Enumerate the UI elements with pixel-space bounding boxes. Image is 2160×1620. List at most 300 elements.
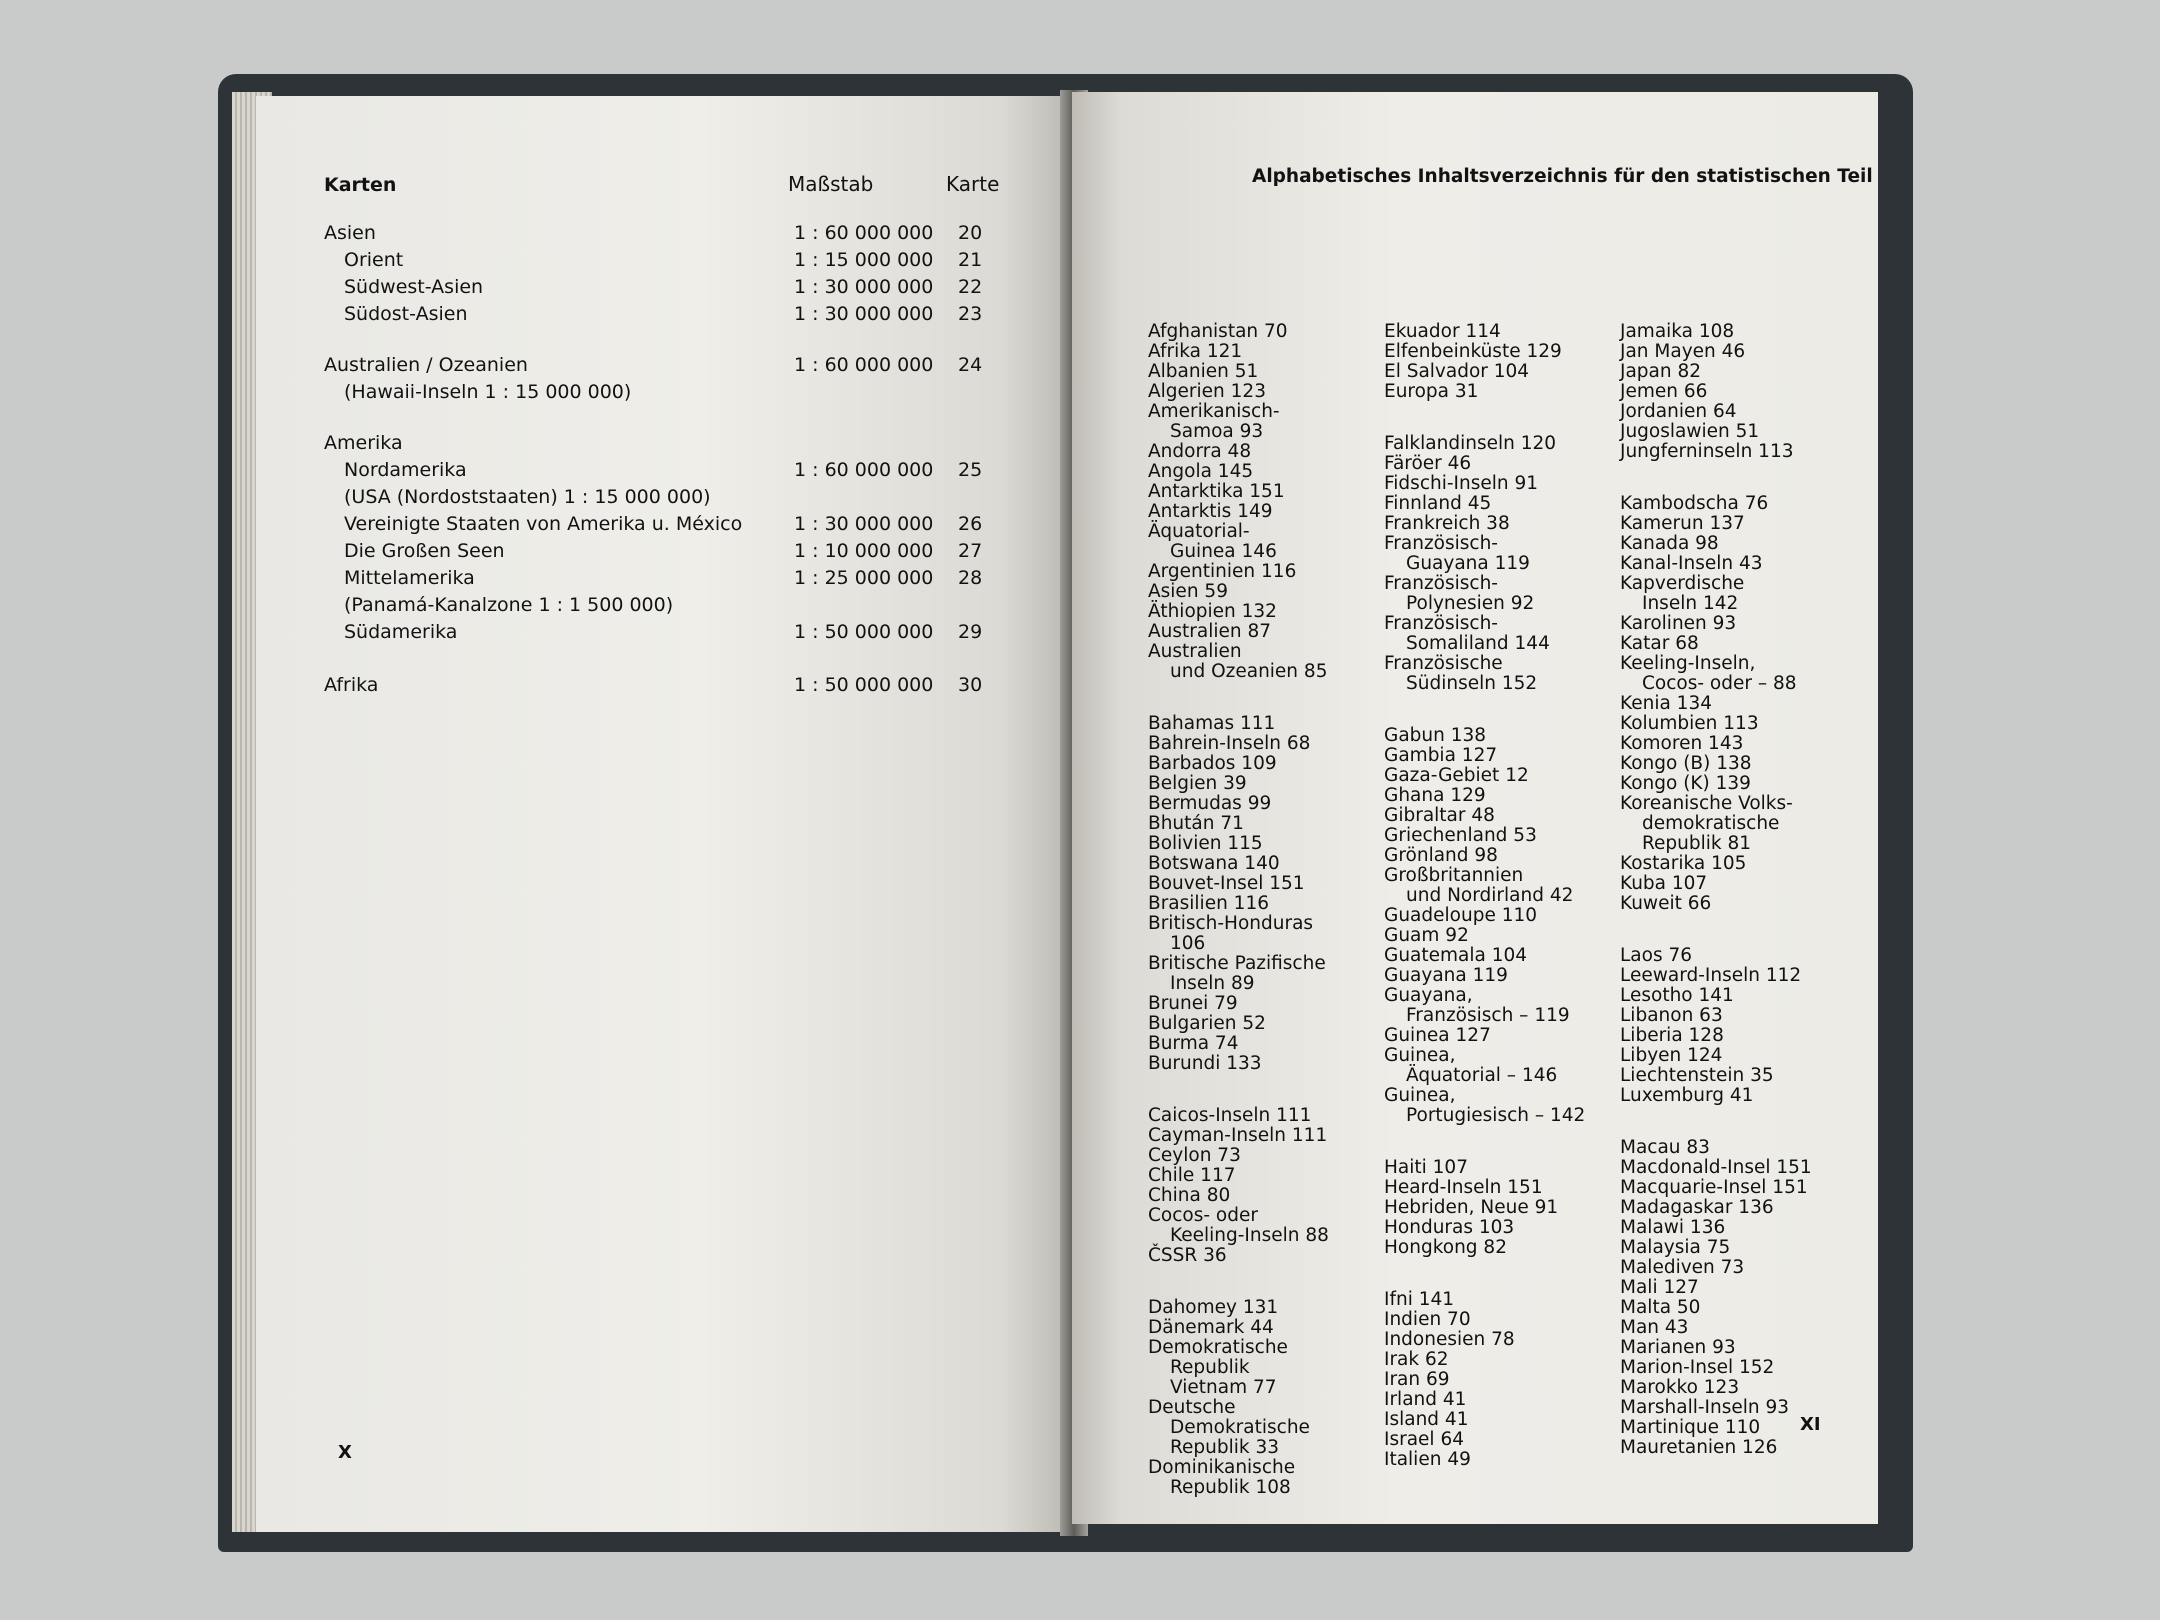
index-entry xyxy=(1148,954,1329,994)
map-row-scale: 1 : 30 000 000 xyxy=(794,276,934,298)
index-entry xyxy=(1620,534,1812,554)
index-entry xyxy=(1620,694,1812,714)
index-entry xyxy=(1384,362,1585,382)
index-entry-text: Macdonald-Insel 151 xyxy=(1620,1157,1812,1178)
index-entry-text: Malta 50 xyxy=(1620,1297,1701,1318)
page-number-left: X xyxy=(338,1442,352,1463)
index-entry xyxy=(1384,1026,1585,1046)
index-entry-text: Keeling-Inseln, xyxy=(1620,653,1756,674)
index-entry xyxy=(1620,654,1812,694)
map-row-scale: 1 : 30 000 000 xyxy=(794,303,934,325)
index-entry-text: Chile 117 xyxy=(1148,1165,1236,1186)
page-number-right: XI xyxy=(1800,1414,1821,1435)
index-entry xyxy=(1384,322,1585,342)
index-entry-text: Algerien 123 xyxy=(1148,381,1266,402)
index-entry-continuation: 106 xyxy=(1170,933,1206,954)
index-entry-text: Macquarie-Insel 151 xyxy=(1620,1177,1808,1198)
index-entry xyxy=(1384,1218,1585,1238)
index-entry-text: Argentinien 116 xyxy=(1148,561,1297,582)
index-entry-text: Antarktis 149 xyxy=(1148,501,1273,522)
index-entry-text: Gibraltar 48 xyxy=(1384,805,1495,826)
index-entry-text: Liechtenstein 35 xyxy=(1620,1065,1774,1086)
letter-gap xyxy=(1384,1126,1585,1158)
index-entry-continuation: Republik xyxy=(1170,1357,1250,1378)
index-entry xyxy=(1148,774,1329,794)
index-entry-text: Leeward-Inseln 112 xyxy=(1620,965,1802,986)
index-entry-text: Fidschi-Inseln 91 xyxy=(1384,473,1539,494)
index-entry-text: Französisch- xyxy=(1384,613,1498,634)
index-entry xyxy=(1620,494,1812,514)
index-entry-text: Italien 49 xyxy=(1384,1449,1471,1470)
index-entry xyxy=(1620,794,1812,854)
index-entry-text: Guinea, xyxy=(1384,1085,1456,1106)
index-entry-text: Cayman-Inseln 111 xyxy=(1148,1125,1328,1146)
index-entry xyxy=(1620,854,1812,874)
index-entry-text: Marshall-Inseln 93 xyxy=(1620,1397,1790,1418)
index-entry xyxy=(1148,442,1329,462)
index-entry-text: Komoren 143 xyxy=(1620,733,1744,754)
map-row-name: Südamerika xyxy=(344,621,458,643)
index-entry xyxy=(1620,1438,1812,1458)
index-entry-text: Malaysia 75 xyxy=(1620,1237,1731,1258)
index-entry-text: Liberia 128 xyxy=(1620,1025,1724,1046)
letter-gap xyxy=(1620,462,1812,494)
index-entry-text: Haiti 107 xyxy=(1384,1157,1468,1178)
index-entry-text: Demokratische xyxy=(1148,1337,1288,1358)
index-entry-text: Karolinen 93 xyxy=(1620,613,1737,634)
map-row-scale: 1 : 25 000 000 xyxy=(794,567,934,589)
index-entry xyxy=(1620,894,1812,914)
index-entry xyxy=(1384,766,1585,786)
index-entry xyxy=(1148,1206,1329,1246)
index-entry-text: Bolivien 115 xyxy=(1148,833,1263,854)
index-entry xyxy=(1148,1458,1329,1498)
index-entry xyxy=(1148,1246,1329,1266)
index-entry-continuation: Somaliland 144 xyxy=(1406,633,1550,654)
index-entry-text: Ifni 141 xyxy=(1384,1289,1455,1310)
index-entry-continuation: Portugiesisch – 142 xyxy=(1406,1105,1586,1126)
index-entry-continuation: Inseln 89 xyxy=(1170,973,1255,994)
index-entry xyxy=(1384,726,1585,746)
index-entry xyxy=(1620,1086,1812,1106)
index-entry-text: Kanada 98 xyxy=(1620,533,1719,554)
index-entry xyxy=(1148,874,1329,894)
index-entry xyxy=(1384,1290,1585,1310)
index-entry-text: Frankreich 38 xyxy=(1384,513,1510,534)
map-row-number: 21 xyxy=(958,249,983,271)
index-entry-text: Griechenland 53 xyxy=(1384,825,1537,846)
index-column-3 xyxy=(1620,322,1812,1458)
index-entry xyxy=(1620,1418,1812,1438)
map-row-scale: 1 : 50 000 000 xyxy=(794,674,934,696)
map-row-name: Die Großen Seen xyxy=(344,540,505,562)
index-entry xyxy=(1620,1378,1812,1398)
index-entry-continuation: Polynesien 92 xyxy=(1406,593,1535,614)
index-entry-text: Hebriden, Neue 91 xyxy=(1384,1197,1559,1218)
map-row-scale: 1 : 10 000 000 xyxy=(794,540,934,562)
map-row-number: 28 xyxy=(958,567,983,589)
index-entry-text: Jemen 66 xyxy=(1620,381,1708,402)
index-entry-text: Kongo (K) 139 xyxy=(1620,773,1751,794)
index-entry-text: Macau 83 xyxy=(1620,1137,1710,1158)
index-entry-text: Brasilien 116 xyxy=(1148,893,1269,914)
map-row-name: Amerika xyxy=(324,432,403,454)
index-entry-text: Japan 82 xyxy=(1620,361,1702,382)
index-entry-text: Jugoslawien 51 xyxy=(1620,421,1760,442)
map-row-name: Nordamerika xyxy=(344,459,467,481)
index-entry xyxy=(1620,554,1812,574)
index-entry xyxy=(1620,634,1812,654)
index-entry-text: Marianen 93 xyxy=(1620,1337,1736,1358)
index-entry xyxy=(1384,846,1585,866)
index-entry xyxy=(1620,422,1812,442)
index-entry-text: Ghana 129 xyxy=(1384,785,1486,806)
index-entry xyxy=(1384,946,1585,966)
index-entry-text: China 80 xyxy=(1148,1185,1231,1206)
index-entry xyxy=(1148,1054,1329,1074)
index-entry-text: Antarktika 151 xyxy=(1148,481,1285,502)
index-entry-text: Französisch- xyxy=(1384,533,1498,554)
index-entry-text: Mauretanien 126 xyxy=(1620,1437,1778,1458)
map-row-scale: 1 : 15 000 000 xyxy=(794,249,934,271)
index-entry-text: Iran 69 xyxy=(1384,1369,1450,1390)
index-entry-text: Man 43 xyxy=(1620,1317,1689,1338)
index-entry-text: Finnland 45 xyxy=(1384,493,1492,514)
index-entry xyxy=(1148,1298,1329,1318)
index-entry-continuation: Guayana 119 xyxy=(1406,553,1530,574)
index-entry xyxy=(1148,834,1329,854)
index-entry xyxy=(1384,1198,1585,1218)
index-entry xyxy=(1620,1158,1812,1178)
index-entry-continuation: Keeling-Inseln 88 xyxy=(1170,1225,1329,1246)
index-column-1 xyxy=(1148,322,1329,1498)
index-entry-text: Heard-Inseln 151 xyxy=(1384,1177,1543,1198)
map-row-number: 29 xyxy=(958,621,983,643)
index-entry xyxy=(1148,1338,1329,1398)
index-entry-text: Äquatorial- xyxy=(1148,521,1250,542)
index-entry-text: Island 41 xyxy=(1384,1409,1469,1430)
map-row-number: 25 xyxy=(958,459,983,481)
index-entry xyxy=(1384,434,1585,454)
index-entry-text: Hongkong 82 xyxy=(1384,1237,1507,1258)
index-entry xyxy=(1148,462,1329,482)
index-entry-text: Kostarika 105 xyxy=(1620,853,1747,874)
index-entry-continuation: Vietnam 77 xyxy=(1170,1377,1277,1398)
index-entry xyxy=(1148,1398,1329,1458)
index-entry xyxy=(1384,926,1585,946)
index-entry-text: Cocos- oder xyxy=(1148,1205,1258,1226)
index-entry xyxy=(1384,654,1585,694)
index-entry xyxy=(1148,562,1329,582)
index-entry-text: Gabun 138 xyxy=(1384,725,1487,746)
index-entry xyxy=(1384,806,1585,826)
index-entry-text: Laos 76 xyxy=(1620,945,1693,966)
index-entry-text: Asien 59 xyxy=(1148,581,1228,602)
index-entry xyxy=(1620,574,1812,614)
index-entry xyxy=(1148,1106,1329,1126)
index-entry xyxy=(1148,342,1329,362)
index-entry xyxy=(1384,1086,1585,1126)
index-entry xyxy=(1384,1178,1585,1198)
index-entry xyxy=(1620,1178,1812,1198)
index-entry xyxy=(1620,966,1812,986)
map-row-name: (Hawaii-Inseln 1 : 15 000 000) xyxy=(344,381,632,403)
index-entry-text: Afghanistan 70 xyxy=(1148,321,1288,342)
index-entry xyxy=(1384,534,1585,574)
index-entry-text: Britische Pazifische xyxy=(1148,953,1326,974)
index-entry-text: Lesotho 141 xyxy=(1620,985,1734,1006)
right-page xyxy=(1072,92,1878,1524)
index-entry-text: ČSSR 36 xyxy=(1148,1245,1227,1266)
map-row-name: Afrika xyxy=(324,674,379,696)
index-entry-text: Kolumbien 113 xyxy=(1620,713,1759,734)
index-entry-continuation: Inseln 142 xyxy=(1642,593,1739,614)
index-entry-text: El Salvador 104 xyxy=(1384,361,1530,382)
index-entry xyxy=(1384,614,1585,654)
index-entry xyxy=(1620,1258,1812,1278)
index-entry-text: Guadeloupe 110 xyxy=(1384,905,1538,926)
index-entry xyxy=(1148,1186,1329,1206)
index-entry-text: Angola 145 xyxy=(1148,461,1254,482)
index-entry-text: Kuba 107 xyxy=(1620,873,1708,894)
index-entry xyxy=(1148,1126,1329,1146)
index-entry-continuation: Guinea 146 xyxy=(1170,541,1277,562)
index-entry xyxy=(1148,794,1329,814)
index-entry-text: Gaza-Gebiet 12 xyxy=(1384,765,1529,786)
index-entry-text: Färöer 46 xyxy=(1384,453,1472,474)
index-entry-text: Großbritannien xyxy=(1384,865,1524,886)
index-entry xyxy=(1384,786,1585,806)
index-entry-continuation: Äquatorial – 146 xyxy=(1406,1065,1558,1086)
index-entry xyxy=(1148,754,1329,774)
index-entry xyxy=(1620,1338,1812,1358)
index-entry-text: Irland 41 xyxy=(1384,1389,1467,1410)
index-entry xyxy=(1384,1330,1585,1350)
index-entry-text: Kambodscha 76 xyxy=(1620,493,1769,514)
left-page xyxy=(256,96,1066,1532)
index-entry-continuation: Samoa 93 xyxy=(1170,421,1264,442)
index-entry xyxy=(1620,1218,1812,1238)
index-entry-text: Bermudas 99 xyxy=(1148,793,1272,814)
index-entry xyxy=(1148,1146,1329,1166)
index-entry xyxy=(1620,362,1812,382)
header-karte: Karte xyxy=(946,172,1000,196)
map-row-number: 26 xyxy=(958,513,983,535)
index-entry-text: Ekuador 114 xyxy=(1384,321,1501,342)
letter-gap xyxy=(1148,1074,1329,1106)
index-entry-text: Äthiopien 132 xyxy=(1148,601,1277,622)
index-entry xyxy=(1148,582,1329,602)
index-entry-text: Burma 74 xyxy=(1148,1033,1239,1054)
index-entry xyxy=(1148,894,1329,914)
map-row-number: 30 xyxy=(958,674,983,696)
index-entry xyxy=(1148,734,1329,754)
index-entry-text: Katar 68 xyxy=(1620,633,1699,654)
index-entry xyxy=(1384,342,1585,362)
index-entry xyxy=(1620,1138,1812,1158)
index-entry-text: Bahrein-Inseln 68 xyxy=(1148,733,1311,754)
index-entry xyxy=(1384,1046,1585,1086)
index-entry-text: Amerikanisch- xyxy=(1148,401,1280,422)
index-entry-text: Mali 127 xyxy=(1620,1277,1699,1298)
index-entry-text: Barbados 109 xyxy=(1148,753,1277,774)
index-entry-text: Bhután 71 xyxy=(1148,813,1244,834)
index-entry-text: Australien xyxy=(1148,641,1242,662)
index-entry-text: Honduras 103 xyxy=(1384,1217,1515,1238)
map-row-scale: 1 : 60 000 000 xyxy=(794,222,934,244)
index-entry xyxy=(1148,1014,1329,1034)
map-row-name: Vereinigte Staaten von Amerika u. México xyxy=(344,513,743,535)
index-entry-text: Irak 62 xyxy=(1384,1349,1449,1370)
index-entry-text: Guinea, xyxy=(1384,1045,1456,1066)
index-entry xyxy=(1148,1166,1329,1186)
index-entry-text: Kongo (B) 138 xyxy=(1620,753,1752,774)
index-entry-continuation: und Nordirland 42 xyxy=(1406,885,1574,906)
index-entry-text: Europa 31 xyxy=(1384,381,1479,402)
index-entry-text: Bulgarien 52 xyxy=(1148,1013,1266,1034)
index-entry xyxy=(1620,514,1812,534)
index-entry-text: Britisch-Honduras xyxy=(1148,913,1314,934)
header-massstab: Maßstab xyxy=(788,172,874,196)
letter-gap xyxy=(1148,1266,1329,1298)
letter-gap xyxy=(1620,1106,1812,1138)
index-entry xyxy=(1620,734,1812,754)
index-entry-text: Gambia 127 xyxy=(1384,745,1498,766)
index-entry-continuation: Republik 33 xyxy=(1170,1437,1280,1458)
index-entry xyxy=(1384,866,1585,906)
index-entry xyxy=(1620,442,1812,462)
index-entry-text: Deutsche xyxy=(1148,1397,1236,1418)
index-entry-continuation: Demokratische xyxy=(1170,1417,1310,1438)
index-entry xyxy=(1384,906,1585,926)
index-entry-text: Kuweit 66 xyxy=(1620,893,1712,914)
index-entry xyxy=(1620,774,1812,794)
index-entry-text: Französisch- xyxy=(1384,573,1498,594)
index-entry xyxy=(1148,522,1329,562)
index-entry-continuation: Cocos- oder – 88 xyxy=(1642,673,1797,694)
index-entry xyxy=(1620,1318,1812,1338)
index-entry xyxy=(1148,382,1329,402)
index-entry-text: Guayana, xyxy=(1384,985,1473,1006)
index-entry xyxy=(1620,322,1812,342)
index-entry xyxy=(1620,874,1812,894)
index-entry-text: Marion-Insel 152 xyxy=(1620,1357,1775,1378)
index-entry xyxy=(1620,382,1812,402)
map-row-name: Südost-Asien xyxy=(344,303,468,325)
index-entry-continuation: Südinseln 152 xyxy=(1406,673,1538,694)
index-entry xyxy=(1148,602,1329,622)
index-entry-text: Libanon 63 xyxy=(1620,1005,1723,1026)
index-entry xyxy=(1384,966,1585,986)
map-row-name: Asien xyxy=(324,222,376,244)
index-entry-text: Dänemark 44 xyxy=(1148,1317,1274,1338)
index-entry xyxy=(1384,746,1585,766)
index-entry-text: Indonesien 78 xyxy=(1384,1329,1515,1350)
index-entry-text: Marokko 123 xyxy=(1620,1377,1740,1398)
index-entry xyxy=(1148,622,1329,642)
index-entry-text: Martinique 110 xyxy=(1620,1417,1761,1438)
index-entry-text: Jordanien 64 xyxy=(1620,401,1737,422)
index-entry-text: Albanien 51 xyxy=(1148,361,1259,382)
index-entry-text: Luxemburg 41 xyxy=(1620,1085,1754,1106)
index-entry xyxy=(1384,826,1585,846)
index-entry-text: Caicos-Inseln 111 xyxy=(1148,1105,1312,1126)
header-karten: Karten xyxy=(324,174,397,196)
index-entry-continuation: Republik 81 xyxy=(1642,833,1752,854)
map-row-name: (USA (Nordoststaaten) 1 : 15 000 000) xyxy=(344,486,711,508)
index-entry xyxy=(1620,1046,1812,1066)
index-entry xyxy=(1620,1278,1812,1298)
index-entry xyxy=(1148,854,1329,874)
index-entry-text: Falklandinseln 120 xyxy=(1384,433,1557,454)
index-entry xyxy=(1384,574,1585,614)
index-entry-text: Australien 87 xyxy=(1148,621,1272,642)
index-entry-text: Ceylon 73 xyxy=(1148,1145,1241,1166)
index-entry-text: Libyen 124 xyxy=(1620,1045,1723,1066)
index-entry-text: Bahamas 111 xyxy=(1148,713,1276,734)
index-entry-text: Dahomey 131 xyxy=(1148,1297,1279,1318)
index-entry-text: Malediven 73 xyxy=(1620,1257,1745,1278)
index-entry xyxy=(1620,714,1812,734)
index-entry-text: Afrika 121 xyxy=(1148,341,1243,362)
map-row-name: Orient xyxy=(344,249,404,271)
index-entry-text: Jungferninseln 113 xyxy=(1620,441,1794,462)
index-entry xyxy=(1148,482,1329,502)
index-entry xyxy=(1384,1410,1585,1430)
index-entry-text: Kamerun 137 xyxy=(1620,513,1745,534)
index-entry xyxy=(1384,1370,1585,1390)
index-entry xyxy=(1620,614,1812,634)
index-entry-text: Guinea 127 xyxy=(1384,1025,1491,1046)
index-entry xyxy=(1620,402,1812,422)
index-entry xyxy=(1148,502,1329,522)
index-entry-text: Jan Mayen 46 xyxy=(1620,341,1746,362)
index-entry xyxy=(1148,994,1329,1014)
index-entry xyxy=(1620,986,1812,1006)
index-entry xyxy=(1620,1298,1812,1318)
index-entry-continuation: und Ozeanien 85 xyxy=(1170,661,1328,682)
index-entry xyxy=(1148,814,1329,834)
index-entry xyxy=(1384,382,1585,402)
index-entry xyxy=(1620,1026,1812,1046)
index-entry xyxy=(1148,322,1329,342)
index-entry-text: Belgien 39 xyxy=(1148,773,1247,794)
index-entry-text: Indien 70 xyxy=(1384,1309,1471,1330)
map-row-scale: 1 : 60 000 000 xyxy=(794,354,934,376)
index-entry xyxy=(1384,1310,1585,1330)
index-entry-text: Botswana 140 xyxy=(1148,853,1280,874)
index-entry-text: Kenia 134 xyxy=(1620,693,1712,714)
index-entry xyxy=(1148,402,1329,442)
index-entry-text: Jamaika 108 xyxy=(1620,321,1735,342)
index-entry xyxy=(1384,1158,1585,1178)
index-entry xyxy=(1384,1450,1585,1470)
index-entry-text: Guatemala 104 xyxy=(1384,945,1528,966)
index-entry-text: Andorra 48 xyxy=(1148,441,1252,462)
map-row-scale: 1 : 50 000 000 xyxy=(794,621,934,643)
index-entry xyxy=(1148,914,1329,954)
index-entry-text: Guam 92 xyxy=(1384,925,1469,946)
map-row-number: 23 xyxy=(958,303,983,325)
index-entry-text: Malawi 136 xyxy=(1620,1217,1726,1238)
index-entry-text: Israel 64 xyxy=(1384,1429,1464,1450)
index-entry xyxy=(1620,1198,1812,1218)
index-entry xyxy=(1620,1238,1812,1258)
map-row-number: 20 xyxy=(958,222,983,244)
index-entry xyxy=(1384,454,1585,474)
index-entry xyxy=(1148,1318,1329,1338)
map-row-scale: 1 : 30 000 000 xyxy=(794,513,934,535)
